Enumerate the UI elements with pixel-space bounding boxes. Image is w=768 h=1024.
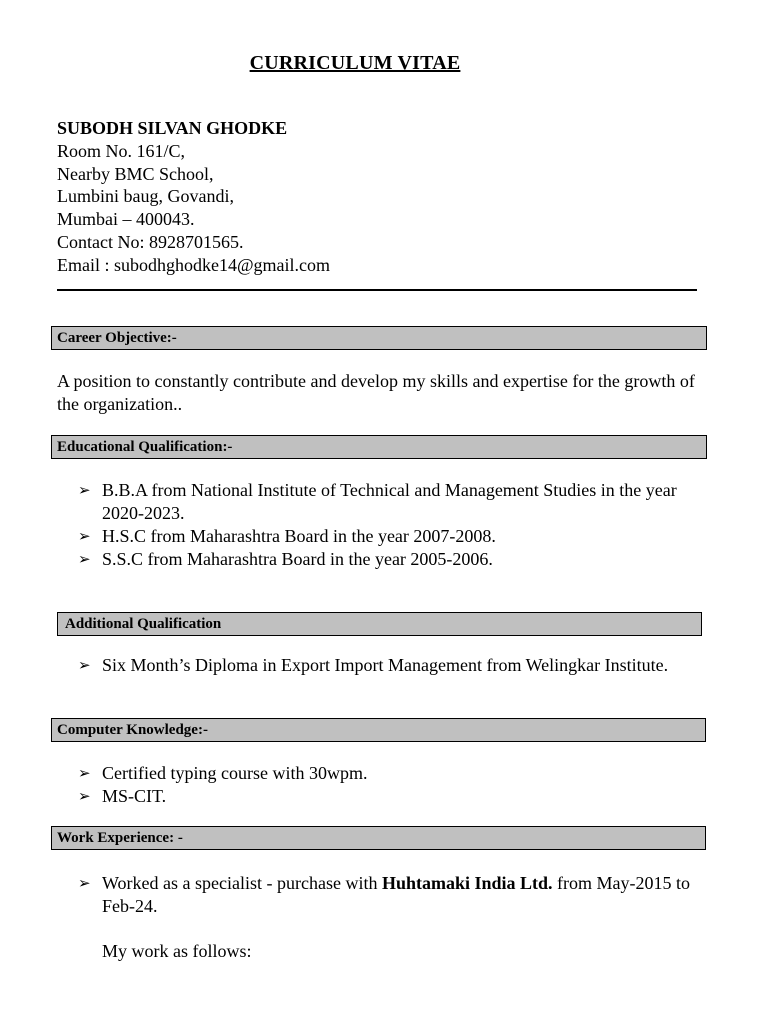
education-item-text: H.S.C from Maharashtra Board in the year 2007-2008.: [102, 526, 496, 546]
document-title: CURRICULUM VITAE: [249, 52, 461, 74]
contact-email: Email : subodhghodke14@gmail.com: [57, 254, 331, 275]
section-heading-computer: Computer Knowledge:-: [51, 718, 706, 742]
work-follow-text: My work as follows:: [102, 941, 252, 961]
list-item: [78, 525, 703, 548]
address-line: Mumbai – 400043.: [57, 209, 195, 230]
company-name: Huhtamaki India Ltd.: [381, 873, 553, 893]
arrowhead-bullet-icon: ➢: [78, 764, 91, 782]
contact-block: [57, 117, 330, 277]
arrowhead-bullet-icon: ➢: [78, 527, 91, 545]
arrowhead-bullet-icon: ➢: [78, 874, 91, 892]
address-line: Lumbini baug, Govandi,: [57, 186, 234, 207]
arrowhead-bullet-icon: ➢: [78, 481, 91, 499]
list-item: [78, 872, 703, 918]
work-item-suffix: from May-2015 to Feb-24.: [102, 873, 691, 916]
section-heading-additional: Additional Qualification: [57, 612, 702, 636]
career-objective-text: A position to constantly contribute and develop my skills and expertise for the growth of the organization..: [57, 371, 695, 414]
address-line: Nearby BMC School,: [57, 163, 214, 184]
contact-phone: Contact No: 8928701565.: [57, 231, 244, 252]
work-item-text: [102, 873, 690, 916]
list-item: [78, 762, 703, 785]
computer-item-text: MS-CIT.: [102, 786, 167, 806]
education-item-text: S.S.C from Maharashtra Board in the year 2005-2006.: [102, 549, 493, 569]
arrowhead-bullet-icon: ➢: [78, 787, 91, 805]
additional-list: [78, 654, 703, 677]
additional-item-text: Six Month’s Diploma in Export Import Management from Welingkar Institute.: [102, 655, 669, 675]
education-list: [78, 479, 703, 571]
section-heading-work: Work Experience: -: [51, 826, 706, 850]
list-item: [78, 785, 703, 808]
computer-item-text: Certified typing course with 30wpm.: [102, 763, 368, 783]
computer-list: [78, 762, 703, 808]
candidate-name: SUBODH SILVAN GHODKE: [57, 118, 288, 138]
work-list: [78, 872, 703, 918]
address-line: Room No. 161/C,: [57, 140, 186, 161]
list-item: [78, 654, 703, 677]
education-item-text: B.B.A from National Institute of Technical and Management Studies in the year 2020-2023.: [102, 480, 677, 523]
work-item-prefix: Worked as a specialist - purchase with: [102, 873, 382, 893]
header-divider: [57, 289, 697, 291]
arrowhead-bullet-icon: ➢: [78, 656, 91, 674]
list-item: [78, 479, 703, 525]
list-item: [78, 548, 703, 571]
arrowhead-bullet-icon: ➢: [78, 550, 91, 568]
section-heading-career-objective: Career Objective:-: [51, 326, 707, 350]
section-heading-education: Educational Qualification:-: [51, 435, 707, 459]
